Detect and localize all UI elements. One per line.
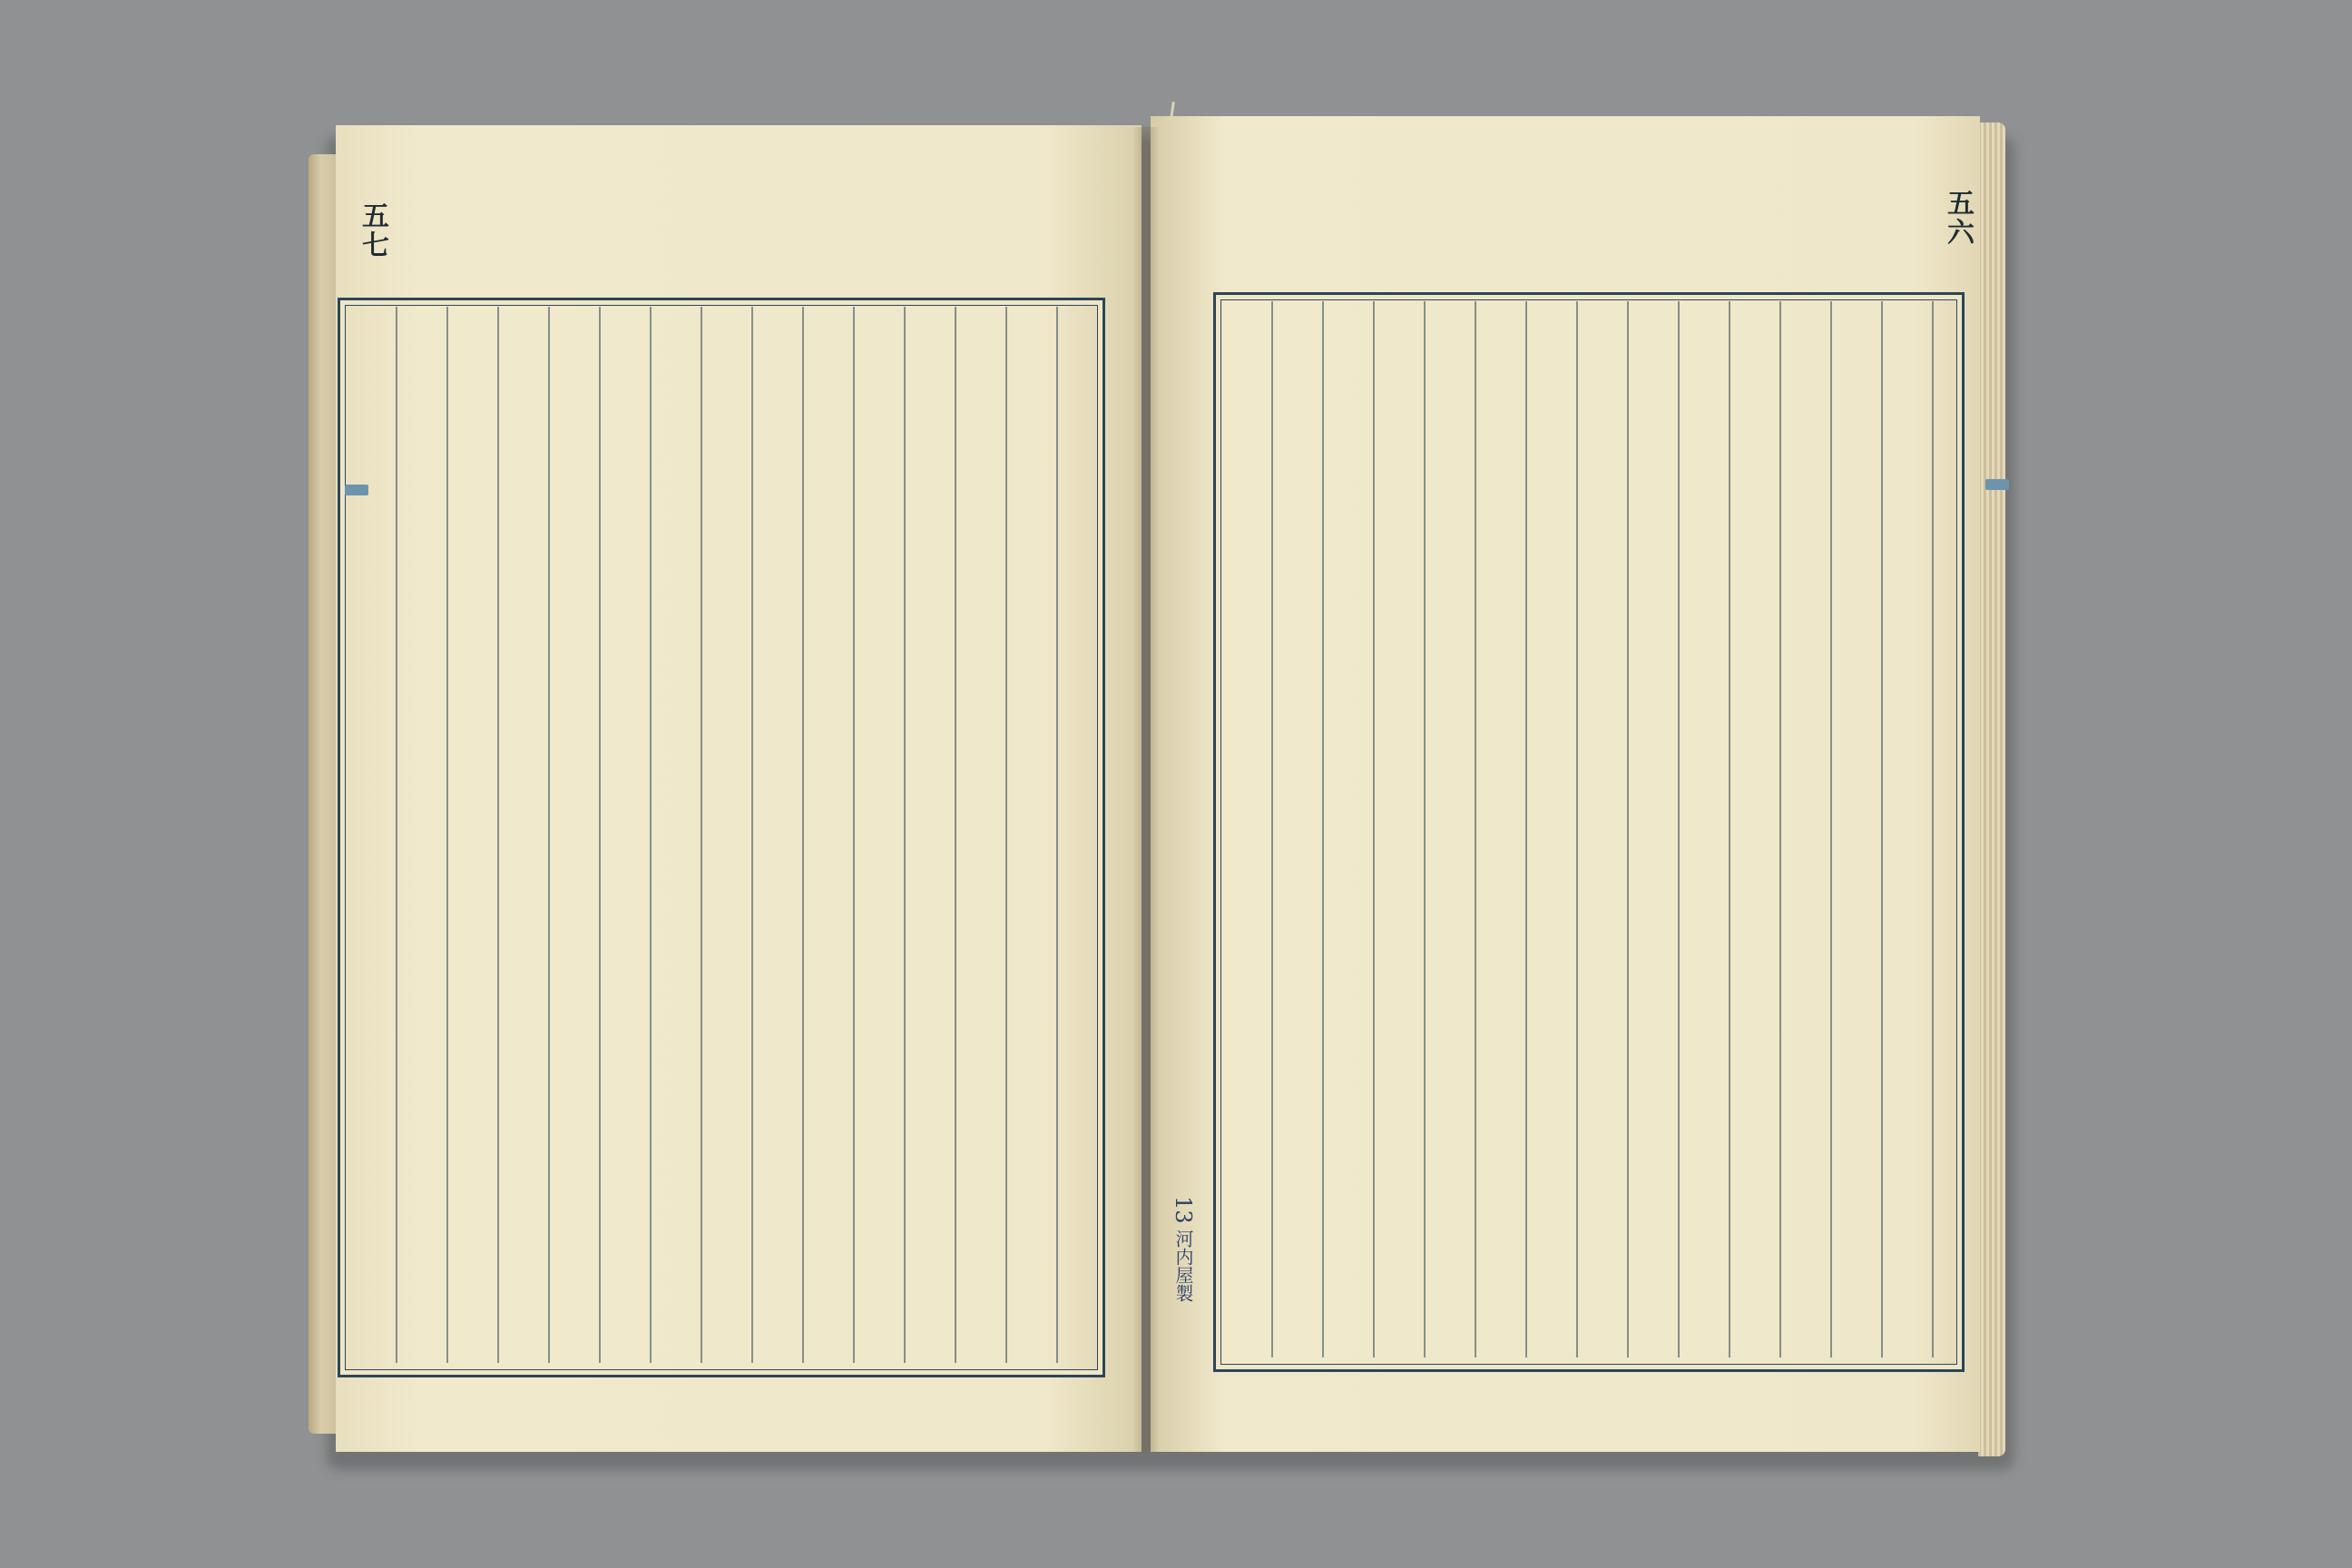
right-page-edges [1978,122,2005,1456]
right-column-rules [1222,301,1950,1357]
book-gutter [1132,127,1160,1452]
printer-imprint [1172,1196,1194,1302]
left-page-number: 五七 [357,201,388,260]
left-column-rules [347,307,1091,1363]
page-marker-tab [345,485,368,495]
left-page-edges [309,154,339,1434]
right-page-number: 五六 [1942,189,1974,247]
imprint-text: 河内屋製 [1172,1229,1194,1302]
page-marker-tab [1985,479,2009,490]
imprint-number: 13 [1171,1196,1196,1224]
